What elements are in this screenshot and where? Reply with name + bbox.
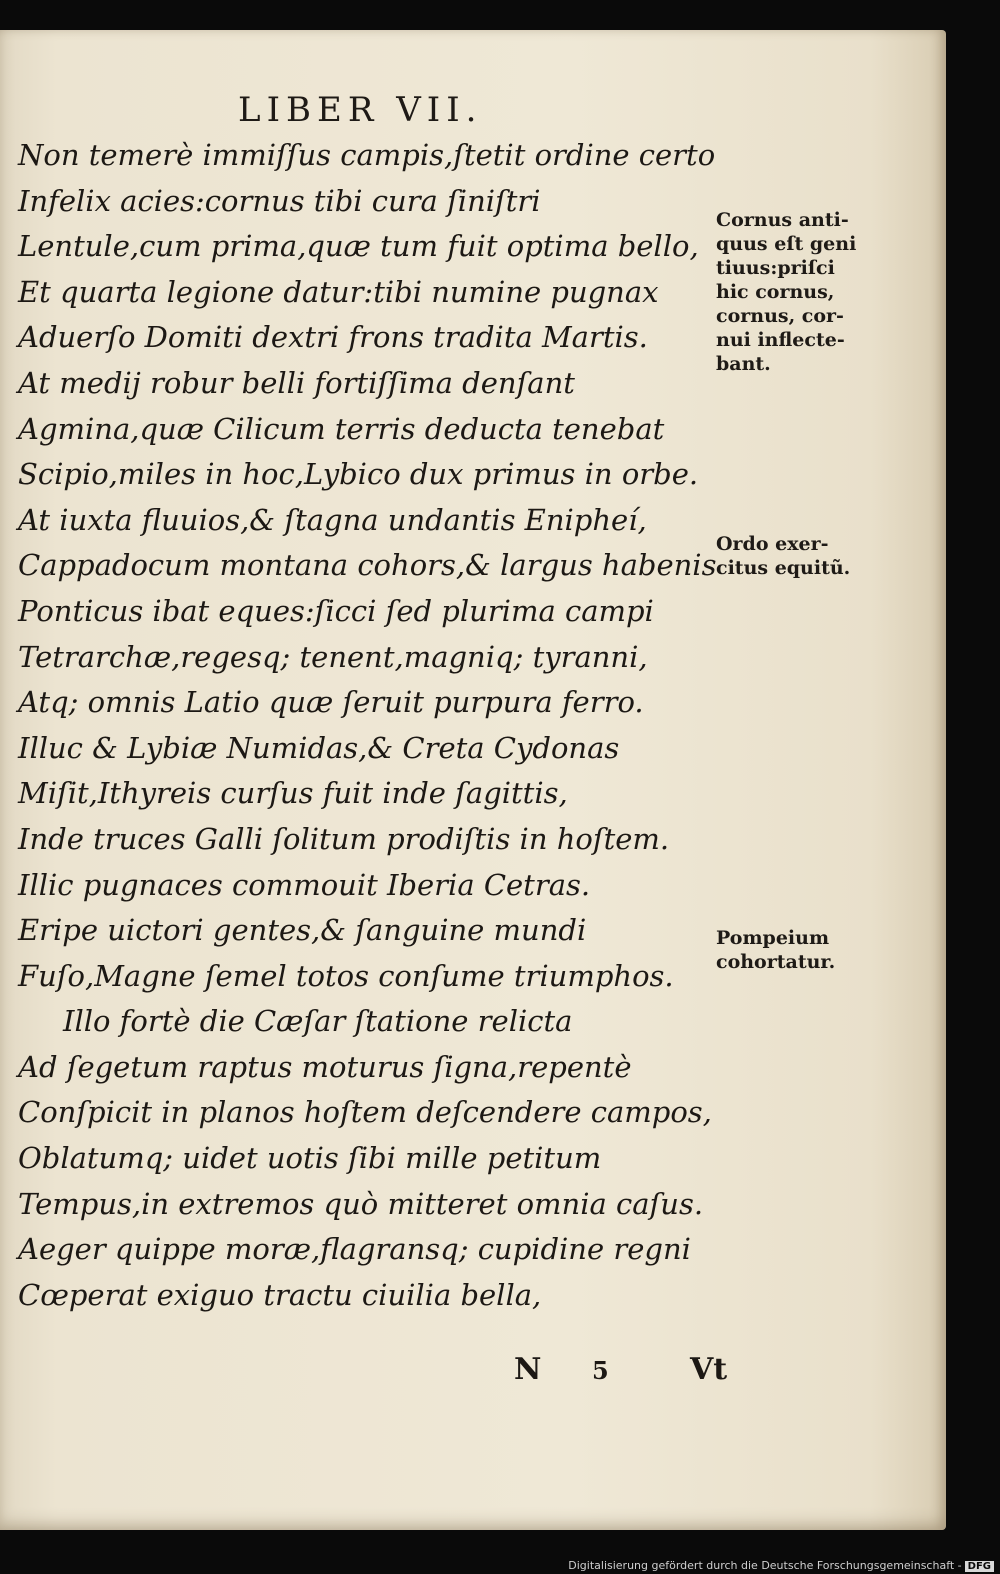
verse-line: Atq; omnis Latio quæ ſeruit purpura ferro.	[18, 685, 644, 720]
digitization-credit	[568, 1559, 994, 1572]
verse-line: At iuxta fluuios,& ſtagna undantis Enipheí,	[18, 502, 647, 537]
verse-line: At medij robur belli fortiſſima denſant	[18, 365, 575, 400]
verse-line: Illuc & Lybiæ Numidas,& Creta Cydonas	[18, 730, 620, 765]
verse-line: Aduerſo Domiti dextri frons tradita Martis.	[18, 320, 648, 355]
verse-line: Inde truces Galli ſolitum prodiſtis in hoſtem.	[18, 821, 670, 856]
verse-line: Miſit,Ithyreis curſus fuit inde ſagittis,	[18, 776, 568, 811]
verse-block	[18, 133, 717, 1318]
verse-line: Illo fortè die Cæſar ſtatione relicta	[63, 1004, 573, 1039]
signature-mark: N	[514, 1352, 542, 1387]
verse-line: Agmina,quæ Cilicum terris deducta tenebat	[18, 411, 665, 446]
page-footer	[514, 1352, 727, 1387]
verse-line: Aeger quippe moræ,flagransq; cupidine regni	[18, 1232, 691, 1267]
running-header: LIBER VII.	[238, 90, 483, 130]
verse-line: Scipio,miles in hoc,Lybico dux primus in orbe.	[18, 457, 699, 492]
verse-line: Illic pugnaces commouit Iberia Cetras.	[18, 867, 591, 902]
verse-line: Tetrarchæ,regesq; tenent,magniq; tyranni,	[18, 639, 648, 674]
verse-line: Oblatumq; uidet uotis ſibi mille petitum	[18, 1141, 602, 1176]
verse-line: Tempus,in extremos quò mitteret omnia caſus.	[18, 1186, 704, 1221]
verse-line: Cœperat exiguo tractu ciuilia bella,	[18, 1277, 542, 1312]
verse-line: Infelix acies:cornus tibi cura ſiniſtri	[18, 183, 541, 218]
verse-line: Fuſo,Magne ſemel totos conſume triumphos.	[18, 958, 674, 993]
verse-line: Eripe uictori gentes,& ſanguine mundi	[18, 913, 587, 948]
verse-line: Ponticus ibat eques:ſicci ſed plurima campi	[18, 593, 654, 628]
verse-line: Lentule,cum prima,quæ tum fuit optima bello,	[18, 229, 699, 264]
verse-line: Et quarta legione datur:tibi numine pugnax	[18, 274, 659, 309]
verse-line: Cappadocum montana cohors,& largus habenis	[18, 548, 717, 583]
verse-line: Conſpicit in planos hoſtem deſcendere campos,	[18, 1095, 712, 1130]
book-page	[0, 30, 946, 1530]
margin-note-ordo: Ordo exer- citus equitũ.	[716, 533, 851, 579]
margin-note-pompeium: Pompeium cohortatur.	[716, 927, 836, 973]
credit-text: Digitalisierung gefördert durch die Deutsche Forschungsgemeinschaft -	[568, 1559, 962, 1572]
signature-number: 5	[592, 1356, 609, 1385]
catchword: Vt	[690, 1352, 728, 1387]
verse-line: Non temerè immiſſus campis,ſtetit ordine certo	[18, 138, 716, 172]
margin-note-cornus: Cornus anti- quus eſt geni tiuus:priſci hic cornus, cornus, cor- nui inflecte- bant.	[716, 209, 857, 375]
dfg-logo: DFG	[965, 1561, 994, 1572]
verse-line: Ad ſegetum raptus moturus ſigna,repentè	[18, 1049, 632, 1084]
